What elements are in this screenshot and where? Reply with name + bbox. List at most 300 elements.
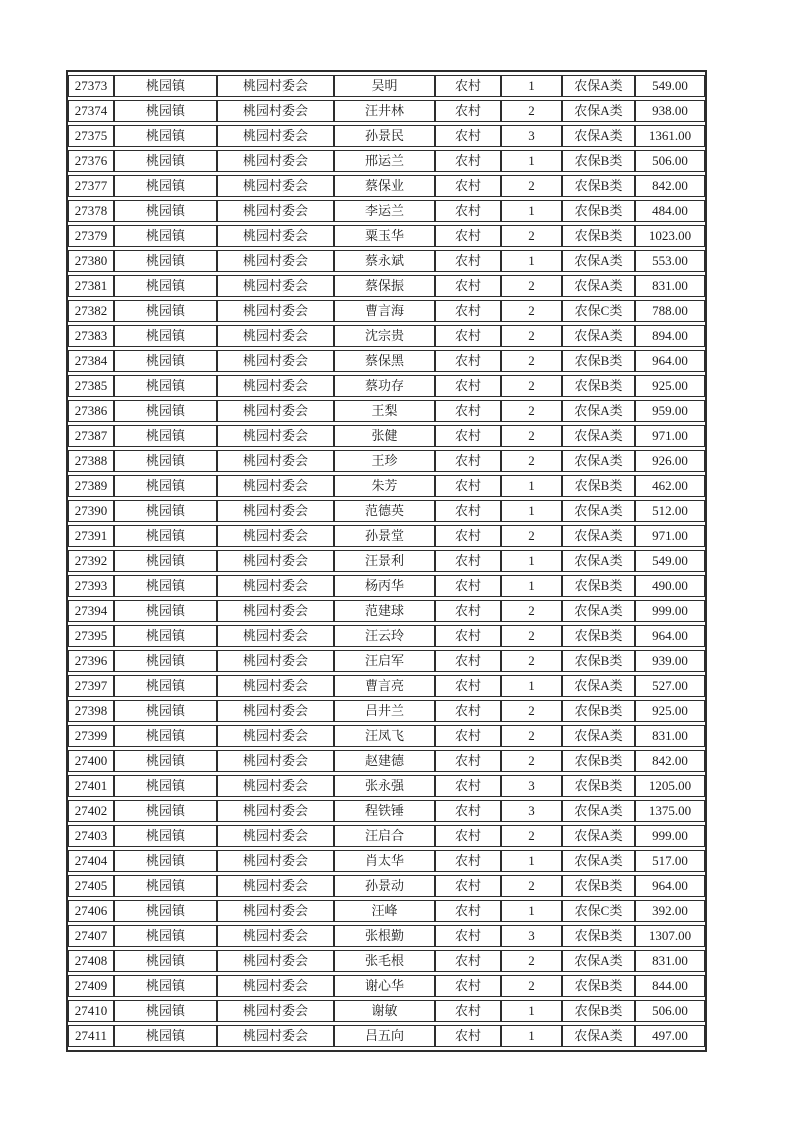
person-name-cell: 肖太华 [334, 850, 435, 872]
table-row [68, 750, 705, 772]
amount-yuan-cell: 490.00 [635, 575, 705, 597]
residence-type-cell: 农村 [435, 550, 501, 572]
insurance-category-cell: 农保A类 [562, 275, 635, 297]
amount-yuan-cell: 517.00 [635, 850, 705, 872]
village-committee-cell: 桃园村委会 [217, 450, 334, 472]
amount-yuan-cell: 1205.00 [635, 775, 705, 797]
residence-type-cell: 农村 [435, 650, 501, 672]
amount-yuan-cell: 842.00 [635, 175, 705, 197]
town-cell: 桃园镇 [114, 925, 217, 947]
village-committee-cell: 桃园村委会 [217, 300, 334, 322]
residence-type-cell: 农村 [435, 600, 501, 622]
residence-type-cell: 农村 [435, 275, 501, 297]
person-name-cell: 张毛根 [334, 950, 435, 972]
insurance-category-cell: 农保A类 [562, 850, 635, 872]
amount-yuan-cell: 959.00 [635, 400, 705, 422]
person-name-cell: 汪凤飞 [334, 725, 435, 747]
residence-type-cell: 农村 [435, 150, 501, 172]
residence-type-cell: 农村 [435, 250, 501, 272]
town-cell: 桃园镇 [114, 1000, 217, 1022]
village-committee-cell: 桃园村委会 [217, 1025, 334, 1047]
insurance-category-cell: 农保B类 [562, 575, 635, 597]
amount-yuan-cell: 925.00 [635, 700, 705, 722]
payee-count-cell: 1 [501, 200, 562, 222]
record-id-cell: 27398 [68, 700, 114, 722]
residence-type-cell: 农村 [435, 725, 501, 747]
payee-count-cell: 2 [501, 525, 562, 547]
amount-yuan-cell: 462.00 [635, 475, 705, 497]
record-id-cell: 27374 [68, 100, 114, 122]
insurance-category-cell: 农保B类 [562, 375, 635, 397]
insurance-category-cell: 农保B类 [562, 700, 635, 722]
table-row [68, 175, 705, 197]
village-committee-cell: 桃园村委会 [217, 100, 334, 122]
person-name-cell: 蔡功存 [334, 375, 435, 397]
town-cell: 桃园镇 [114, 950, 217, 972]
town-cell: 桃园镇 [114, 275, 217, 297]
table-row [68, 825, 705, 847]
town-cell: 桃园镇 [114, 825, 217, 847]
table-row [68, 425, 705, 447]
person-name-cell: 吕井兰 [334, 700, 435, 722]
record-id-cell: 27390 [68, 500, 114, 522]
payee-count-cell: 1 [501, 900, 562, 922]
residence-type-cell: 农村 [435, 300, 501, 322]
insurance-category-cell: 农保A类 [562, 450, 635, 472]
table-row [68, 550, 705, 572]
table-row [68, 975, 705, 997]
insurance-category-cell: 农保A类 [562, 800, 635, 822]
payee-count-cell: 2 [501, 175, 562, 197]
amount-yuan-cell: 1361.00 [635, 125, 705, 147]
table-row [68, 875, 705, 897]
amount-yuan-cell: 553.00 [635, 250, 705, 272]
town-cell: 桃园镇 [114, 250, 217, 272]
payee-count-cell: 2 [501, 950, 562, 972]
amount-yuan-cell: 925.00 [635, 375, 705, 397]
amount-yuan-cell: 1023.00 [635, 225, 705, 247]
table-row [68, 725, 705, 747]
residence-type-cell: 农村 [435, 200, 501, 222]
record-id-cell: 27389 [68, 475, 114, 497]
town-cell: 桃园镇 [114, 675, 217, 697]
residence-type-cell: 农村 [435, 875, 501, 897]
insurance-category-cell: 农保A类 [562, 75, 635, 97]
town-cell: 桃园镇 [114, 325, 217, 347]
record-id-cell: 27384 [68, 350, 114, 372]
town-cell: 桃园镇 [114, 575, 217, 597]
record-id-cell: 27382 [68, 300, 114, 322]
village-committee-cell: 桃园村委会 [217, 600, 334, 622]
village-committee-cell: 桃园村委会 [217, 700, 334, 722]
village-committee-cell: 桃园村委会 [217, 650, 334, 672]
payee-count-cell: 2 [501, 700, 562, 722]
amount-yuan-cell: 392.00 [635, 900, 705, 922]
record-id-cell: 27397 [68, 675, 114, 697]
residence-type-cell: 农村 [435, 950, 501, 972]
insurance-category-cell: 农保B类 [562, 475, 635, 497]
record-id-cell: 27394 [68, 600, 114, 622]
record-id-cell: 27405 [68, 875, 114, 897]
person-name-cell: 杨丙华 [334, 575, 435, 597]
insurance-category-cell: 农保A类 [562, 1025, 635, 1047]
payee-count-cell: 2 [501, 725, 562, 747]
record-id-cell: 27404 [68, 850, 114, 872]
amount-yuan-cell: 497.00 [635, 1025, 705, 1047]
town-cell: 桃园镇 [114, 900, 217, 922]
record-id-cell: 27407 [68, 925, 114, 947]
record-id-cell: 27392 [68, 550, 114, 572]
payee-count-cell: 2 [501, 275, 562, 297]
town-cell: 桃园镇 [114, 550, 217, 572]
amount-yuan-cell: 831.00 [635, 950, 705, 972]
amount-yuan-cell: 527.00 [635, 675, 705, 697]
amount-yuan-cell: 926.00 [635, 450, 705, 472]
insurance-category-cell: 农保A类 [562, 500, 635, 522]
table-row [68, 200, 705, 222]
residence-type-cell: 农村 [435, 700, 501, 722]
amount-yuan-cell: 971.00 [635, 425, 705, 447]
village-committee-cell: 桃园村委会 [217, 950, 334, 972]
table-row [68, 575, 705, 597]
amount-yuan-cell: 939.00 [635, 650, 705, 672]
table-row [68, 300, 705, 322]
village-committee-cell: 桃园村委会 [217, 675, 334, 697]
person-name-cell: 沈宗贵 [334, 325, 435, 347]
record-id-cell: 27376 [68, 150, 114, 172]
person-name-cell: 汪井林 [334, 100, 435, 122]
person-name-cell: 汪启合 [334, 825, 435, 847]
table-row [68, 600, 705, 622]
payee-count-cell: 1 [501, 500, 562, 522]
table-row [68, 400, 705, 422]
residence-type-cell: 农村 [435, 775, 501, 797]
amount-yuan-cell: 938.00 [635, 100, 705, 122]
insurance-category-cell: 农保A类 [562, 425, 635, 447]
person-name-cell: 谢敏 [334, 1000, 435, 1022]
record-id-cell: 27380 [68, 250, 114, 272]
village-committee-cell: 桃园村委会 [217, 875, 334, 897]
amount-yuan-cell: 971.00 [635, 525, 705, 547]
insurance-category-cell: 农保A类 [562, 725, 635, 747]
residence-type-cell: 农村 [435, 450, 501, 472]
amount-yuan-cell: 999.00 [635, 600, 705, 622]
village-committee-cell: 桃园村委会 [217, 1000, 334, 1022]
insurance-category-cell: 农保A类 [562, 825, 635, 847]
residence-type-cell: 农村 [435, 500, 501, 522]
insurance-category-cell: 农保A类 [562, 550, 635, 572]
table-row [68, 675, 705, 697]
town-cell: 桃园镇 [114, 500, 217, 522]
village-committee-cell: 桃园村委会 [217, 75, 334, 97]
payee-count-cell: 1 [501, 150, 562, 172]
insurance-category-cell: 农保B类 [562, 1000, 635, 1022]
town-cell: 桃园镇 [114, 375, 217, 397]
village-committee-cell: 桃园村委会 [217, 925, 334, 947]
residence-type-cell: 农村 [435, 325, 501, 347]
payee-count-cell: 2 [501, 325, 562, 347]
residence-type-cell: 农村 [435, 100, 501, 122]
residence-type-cell: 农村 [435, 350, 501, 372]
residence-type-cell: 农村 [435, 425, 501, 447]
village-committee-cell: 桃园村委会 [217, 200, 334, 222]
amount-yuan-cell: 964.00 [635, 625, 705, 647]
table-row [68, 650, 705, 672]
town-cell: 桃园镇 [114, 750, 217, 772]
record-id-cell: 27411 [68, 1025, 114, 1047]
payee-count-cell: 2 [501, 425, 562, 447]
village-committee-cell: 桃园村委会 [217, 900, 334, 922]
payee-count-cell: 1 [501, 250, 562, 272]
residence-type-cell: 农村 [435, 125, 501, 147]
record-id-cell: 27381 [68, 275, 114, 297]
insurance-category-cell: 农保B类 [562, 175, 635, 197]
village-committee-cell: 桃园村委会 [217, 775, 334, 797]
record-id-cell: 27386 [68, 400, 114, 422]
town-cell: 桃园镇 [114, 875, 217, 897]
record-id-cell: 27375 [68, 125, 114, 147]
village-committee-cell: 桃园村委会 [217, 750, 334, 772]
residence-type-cell: 农村 [435, 925, 501, 947]
town-cell: 桃园镇 [114, 625, 217, 647]
table-row [68, 1000, 705, 1022]
town-cell: 桃园镇 [114, 350, 217, 372]
pension-roster-table [66, 70, 707, 1052]
village-committee-cell: 桃园村委会 [217, 550, 334, 572]
person-name-cell: 蔡保黑 [334, 350, 435, 372]
residence-type-cell: 农村 [435, 975, 501, 997]
insurance-category-cell: 农保A类 [562, 125, 635, 147]
table-row [68, 700, 705, 722]
record-id-cell: 27379 [68, 225, 114, 247]
record-id-cell: 27403 [68, 825, 114, 847]
town-cell: 桃园镇 [114, 75, 217, 97]
residence-type-cell: 农村 [435, 850, 501, 872]
town-cell: 桃园镇 [114, 525, 217, 547]
insurance-category-cell: 农保B类 [562, 225, 635, 247]
person-name-cell: 吴明 [334, 75, 435, 97]
insurance-category-cell: 农保B类 [562, 200, 635, 222]
record-id-cell: 27396 [68, 650, 114, 672]
village-committee-cell: 桃园村委会 [217, 250, 334, 272]
record-id-cell: 27385 [68, 375, 114, 397]
village-committee-cell: 桃园村委会 [217, 375, 334, 397]
village-committee-cell: 桃园村委会 [217, 850, 334, 872]
person-name-cell: 张永强 [334, 775, 435, 797]
roster-table-body [68, 75, 705, 1047]
town-cell: 桃园镇 [114, 450, 217, 472]
town-cell: 桃园镇 [114, 425, 217, 447]
payee-count-cell: 2 [501, 975, 562, 997]
insurance-category-cell: 农保B类 [562, 650, 635, 672]
person-name-cell: 张健 [334, 425, 435, 447]
payee-count-cell: 2 [501, 100, 562, 122]
table-row [68, 225, 705, 247]
village-committee-cell: 桃园村委会 [217, 350, 334, 372]
insurance-category-cell: 农保A类 [562, 525, 635, 547]
payee-count-cell: 1 [501, 850, 562, 872]
person-name-cell: 张根勤 [334, 925, 435, 947]
insurance-category-cell: 农保B类 [562, 625, 635, 647]
residence-type-cell: 农村 [435, 750, 501, 772]
person-name-cell: 朱芳 [334, 475, 435, 497]
village-committee-cell: 桃园村委会 [217, 275, 334, 297]
amount-yuan-cell: 831.00 [635, 725, 705, 747]
village-committee-cell: 桃园村委会 [217, 500, 334, 522]
payee-count-cell: 1 [501, 1000, 562, 1022]
town-cell: 桃园镇 [114, 175, 217, 197]
payee-count-cell: 2 [501, 625, 562, 647]
amount-yuan-cell: 1307.00 [635, 925, 705, 947]
residence-type-cell: 农村 [435, 375, 501, 397]
table-row [68, 525, 705, 547]
amount-yuan-cell: 831.00 [635, 275, 705, 297]
insurance-category-cell: 农保A类 [562, 600, 635, 622]
payee-count-cell: 3 [501, 800, 562, 822]
table-row [68, 325, 705, 347]
town-cell: 桃园镇 [114, 150, 217, 172]
village-committee-cell: 桃园村委会 [217, 725, 334, 747]
table-row [68, 275, 705, 297]
person-name-cell: 王梨 [334, 400, 435, 422]
record-id-cell: 27401 [68, 775, 114, 797]
insurance-category-cell: 农保A类 [562, 325, 635, 347]
payee-count-cell: 2 [501, 225, 562, 247]
table-row [68, 75, 705, 97]
town-cell: 桃园镇 [114, 975, 217, 997]
payee-count-cell: 2 [501, 375, 562, 397]
village-committee-cell: 桃园村委会 [217, 400, 334, 422]
table-row [68, 850, 705, 872]
town-cell: 桃园镇 [114, 1025, 217, 1047]
payee-count-cell: 1 [501, 75, 562, 97]
town-cell: 桃园镇 [114, 400, 217, 422]
town-cell: 桃园镇 [114, 600, 217, 622]
payee-count-cell: 2 [501, 350, 562, 372]
residence-type-cell: 农村 [435, 175, 501, 197]
insurance-category-cell: 农保A类 [562, 950, 635, 972]
village-committee-cell: 桃园村委会 [217, 175, 334, 197]
amount-yuan-cell: 788.00 [635, 300, 705, 322]
table-row [68, 250, 705, 272]
insurance-category-cell: 农保B类 [562, 875, 635, 897]
town-cell: 桃园镇 [114, 775, 217, 797]
person-name-cell: 孙景动 [334, 875, 435, 897]
amount-yuan-cell: 512.00 [635, 500, 705, 522]
record-id-cell: 27399 [68, 725, 114, 747]
record-id-cell: 27373 [68, 75, 114, 97]
payee-count-cell: 2 [501, 650, 562, 672]
record-id-cell: 27377 [68, 175, 114, 197]
town-cell: 桃园镇 [114, 125, 217, 147]
payee-count-cell: 1 [501, 550, 562, 572]
amount-yuan-cell: 964.00 [635, 350, 705, 372]
amount-yuan-cell: 484.00 [635, 200, 705, 222]
village-committee-cell: 桃园村委会 [217, 800, 334, 822]
payee-count-cell: 3 [501, 125, 562, 147]
residence-type-cell: 农村 [435, 675, 501, 697]
village-committee-cell: 桃园村委会 [217, 475, 334, 497]
person-name-cell: 蔡保振 [334, 275, 435, 297]
payee-count-cell: 2 [501, 300, 562, 322]
record-id-cell: 27402 [68, 800, 114, 822]
insurance-category-cell: 农保B类 [562, 350, 635, 372]
insurance-category-cell: 农保B类 [562, 775, 635, 797]
town-cell: 桃园镇 [114, 800, 217, 822]
amount-yuan-cell: 842.00 [635, 750, 705, 772]
amount-yuan-cell: 549.00 [635, 550, 705, 572]
village-committee-cell: 桃园村委会 [217, 525, 334, 547]
village-committee-cell: 桃园村委会 [217, 225, 334, 247]
payee-count-cell: 1 [501, 1025, 562, 1047]
table-row [68, 500, 705, 522]
insurance-category-cell: 农保B类 [562, 925, 635, 947]
village-committee-cell: 桃园村委会 [217, 125, 334, 147]
record-id-cell: 27410 [68, 1000, 114, 1022]
record-id-cell: 27406 [68, 900, 114, 922]
insurance-category-cell: 农保B类 [562, 150, 635, 172]
payee-count-cell: 2 [501, 600, 562, 622]
payee-count-cell: 1 [501, 575, 562, 597]
record-id-cell: 27378 [68, 200, 114, 222]
table-row [68, 950, 705, 972]
amount-yuan-cell: 964.00 [635, 875, 705, 897]
table-row [68, 800, 705, 822]
amount-yuan-cell: 549.00 [635, 75, 705, 97]
insurance-category-cell: 农保B类 [562, 750, 635, 772]
table-row [68, 625, 705, 647]
person-name-cell: 蔡保业 [334, 175, 435, 197]
town-cell: 桃园镇 [114, 650, 217, 672]
amount-yuan-cell: 506.00 [635, 150, 705, 172]
table-row [68, 475, 705, 497]
payee-count-cell: 3 [501, 775, 562, 797]
person-name-cell: 范建球 [334, 600, 435, 622]
residence-type-cell: 农村 [435, 400, 501, 422]
person-name-cell: 曹言亮 [334, 675, 435, 697]
table-row [68, 100, 705, 122]
town-cell: 桃园镇 [114, 700, 217, 722]
payee-count-cell: 1 [501, 475, 562, 497]
village-committee-cell: 桃园村委会 [217, 625, 334, 647]
insurance-category-cell: 农保A类 [562, 250, 635, 272]
payee-count-cell: 2 [501, 875, 562, 897]
town-cell: 桃园镇 [114, 475, 217, 497]
residence-type-cell: 农村 [435, 1000, 501, 1022]
amount-yuan-cell: 894.00 [635, 325, 705, 347]
payee-count-cell: 3 [501, 925, 562, 947]
record-id-cell: 27395 [68, 625, 114, 647]
amount-yuan-cell: 506.00 [635, 1000, 705, 1022]
amount-yuan-cell: 844.00 [635, 975, 705, 997]
table-row [68, 1025, 705, 1047]
village-committee-cell: 桃园村委会 [217, 575, 334, 597]
insurance-category-cell: 农保C类 [562, 300, 635, 322]
person-name-cell: 孙景民 [334, 125, 435, 147]
table-row [68, 150, 705, 172]
person-name-cell: 谢心华 [334, 975, 435, 997]
record-id-cell: 27383 [68, 325, 114, 347]
village-committee-cell: 桃园村委会 [217, 975, 334, 997]
payee-count-cell: 2 [501, 450, 562, 472]
village-committee-cell: 桃园村委会 [217, 325, 334, 347]
table-row [68, 925, 705, 947]
insurance-category-cell: 农保A类 [562, 400, 635, 422]
residence-type-cell: 农村 [435, 800, 501, 822]
residence-type-cell: 农村 [435, 225, 501, 247]
insurance-category-cell: 农保A类 [562, 675, 635, 697]
person-name-cell: 王珍 [334, 450, 435, 472]
